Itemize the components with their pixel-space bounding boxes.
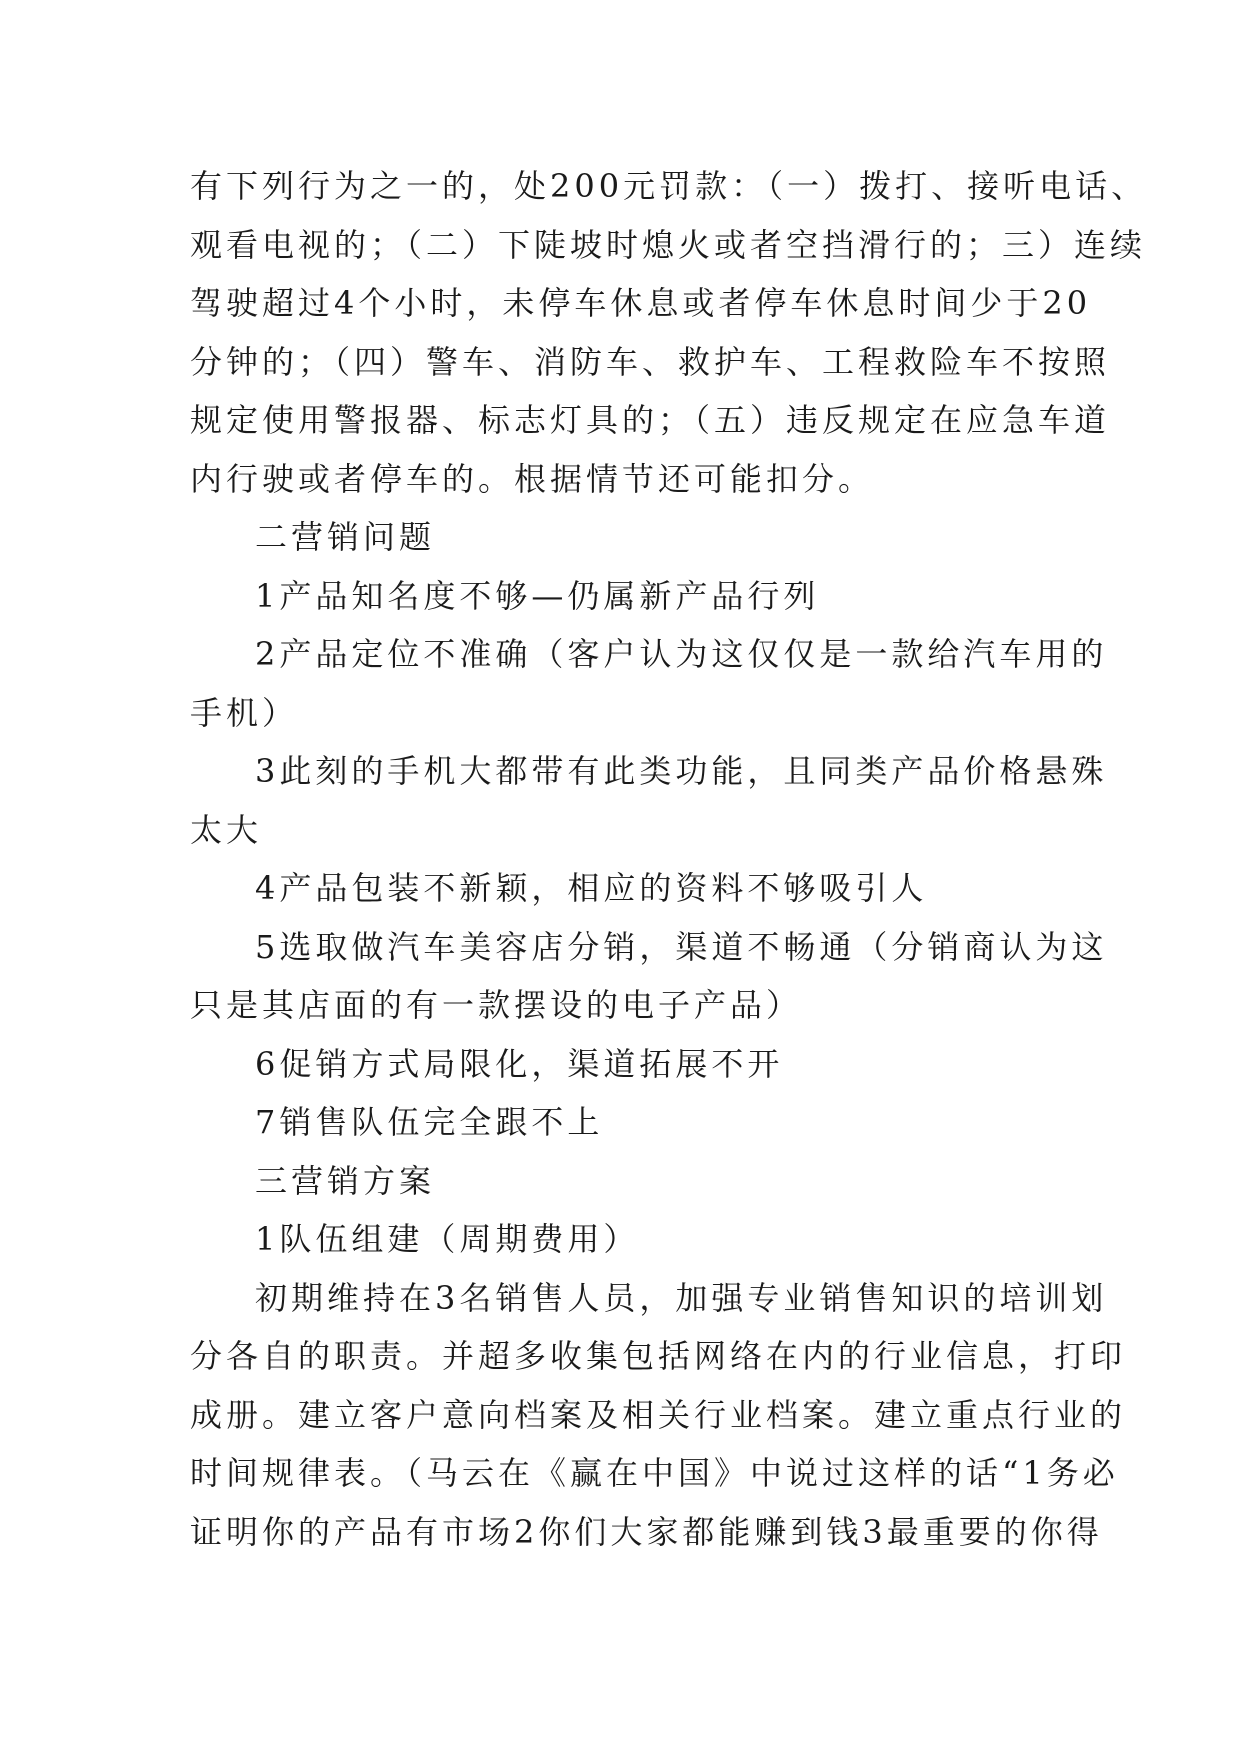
text-line: 有下列行为之一的，处200元罚款：（一）拨打、接听电话、 (190, 167, 1148, 205)
text-line: 6促销方式局限化，渠道拓展不开 (255, 1044, 784, 1083)
text-line: 二营销问题 (255, 518, 436, 556)
text-line: 时间规律表。（马云在《赢在中国》中说过这样的话“1务必 (190, 1454, 1119, 1492)
text-line: 规定使用警报器、标志灯具的；（五）违反规定在应急车道 (190, 401, 1111, 439)
text-line: 成册。建立客户意向档案及相关行业档案。建立重点行业的 (190, 1395, 1127, 1434)
text-line: 分各自的职责。并超多收集包括网络在内的行业信息，打印 (190, 1337, 1127, 1375)
text-line: 1产品知名度不够—仍属新产品行列 (255, 576, 820, 615)
text-line: 证明你的产品有市场2你们大家都能赚到钱3最重要的你得 (190, 1512, 1103, 1551)
text-line: 4产品包装不新颖，相应的资料不够吸引人 (255, 869, 928, 907)
text-line: 观看电视的；（二）下陡坡时熄火或者空挡滑行的；三）连续 (190, 225, 1147, 264)
text-line: 5选取做汽车美容店分销，渠道不畅通（分销商认为这 (255, 927, 1108, 966)
document-body (190, 157, 1148, 1561)
text-line: 内行驶或者停车的。根据情节还可能扣分。 (190, 459, 875, 498)
text-line: 太大 (190, 810, 263, 849)
text-line: 只是其店面的有一款摆设的电子产品） (190, 986, 803, 1024)
text-line: 三营销方案 (255, 1161, 436, 1200)
text-line: 驾驶超过4个小时，未停车休息或者停车休息时间少于20 (190, 284, 1092, 322)
text-line: 1队伍组建（周期费用） (255, 1220, 640, 1258)
text-line: 3此刻的手机大都带有此类功能，且同类产品价格悬殊 (255, 752, 1108, 790)
text-line: 2产品定位不准确（客户认为这仅仅是一款给汽车用的 (255, 635, 1108, 673)
text-line: 7销售队伍完全跟不上 (255, 1103, 604, 1141)
text-line: 分钟的；（四）警车、消防车、救护车、工程救险车不按照 (190, 342, 1111, 381)
text-line: 初期维持在3名销售人员，加强专业销售知识的培训划 (255, 1278, 1108, 1317)
text-line: 手机） (190, 693, 299, 732)
